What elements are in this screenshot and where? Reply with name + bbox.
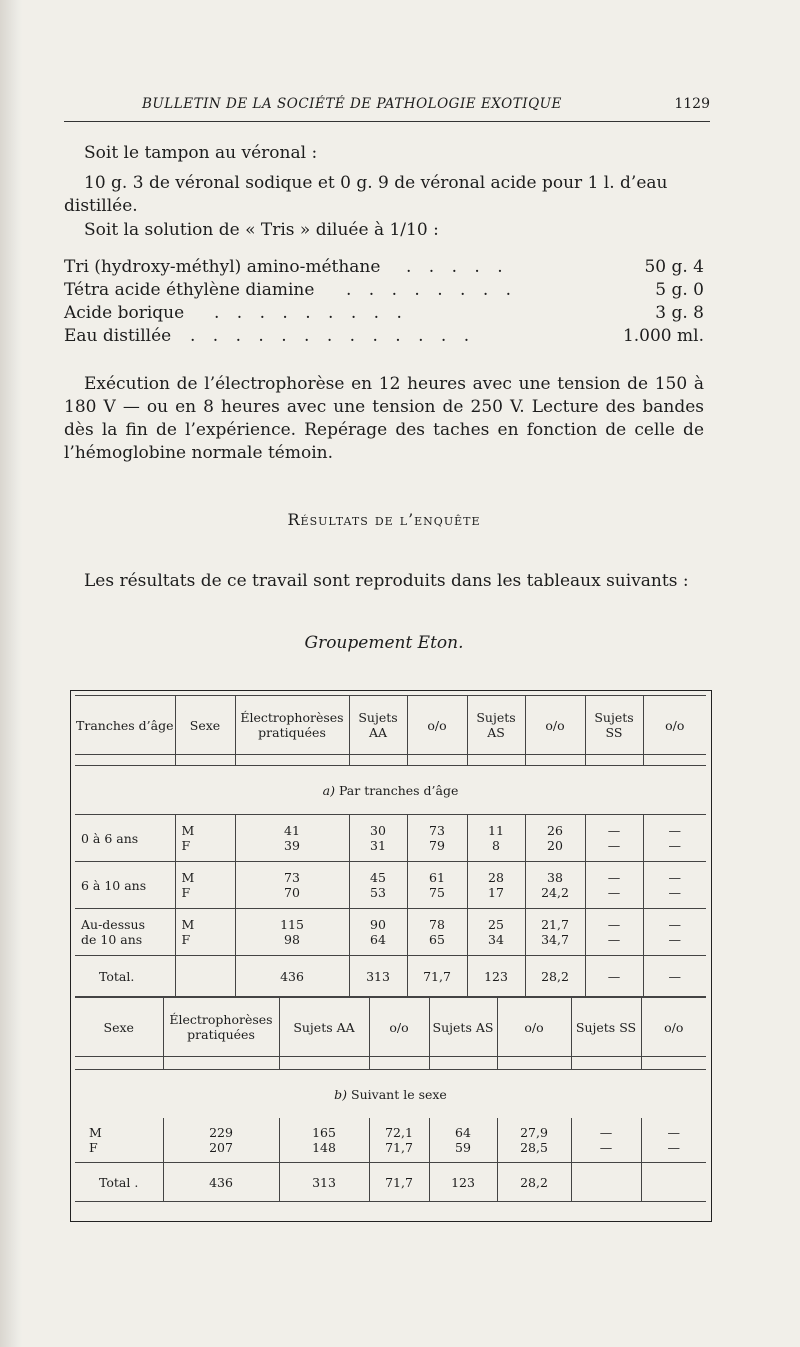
paragraph-results-intro: Les résultats de ce travail sont reproduits dans les tableaux suivants : bbox=[84, 571, 689, 591]
header-subjects-ss: Sujets SS bbox=[585, 696, 643, 755]
spacer-cell bbox=[75, 755, 175, 766]
spacer-cell bbox=[163, 1057, 279, 1070]
header-subjects-as: Sujets AS bbox=[467, 696, 525, 755]
section-label: Suivant le sexe bbox=[351, 1086, 447, 1102]
tris-recipe-list bbox=[64, 257, 704, 349]
cell-total-pct-as: 28,2 bbox=[525, 956, 585, 997]
cell-subjects-aa: 30 31 bbox=[349, 815, 407, 862]
cell-total-aa: 313 bbox=[279, 1163, 369, 1202]
cell-subjects-aa: 45 53 bbox=[349, 862, 407, 909]
page-edge-shadow bbox=[0, 0, 22, 1347]
cell-total-ss bbox=[571, 1163, 641, 1202]
cell-pct-as: 38 24,2 bbox=[525, 862, 585, 909]
table-row bbox=[75, 862, 706, 909]
cell-subjects-ss: — — bbox=[585, 862, 643, 909]
table-row bbox=[75, 1118, 706, 1163]
cell-subjects-ss: — — bbox=[585, 815, 643, 862]
recipe-ingredient: Eau distillée bbox=[64, 326, 172, 346]
cell-total-label: Total. bbox=[75, 956, 175, 997]
recipe-row bbox=[64, 303, 704, 326]
recipe-quantity: 5 g. 0 bbox=[655, 280, 704, 300]
page-number: 1129 bbox=[674, 96, 710, 112]
header-subjects-ss: Sujets SS bbox=[571, 998, 641, 1057]
header-subjects-aa: Sujets AA bbox=[349, 696, 407, 755]
spacer-cell bbox=[571, 1057, 641, 1070]
cell-total-pct-ss: — bbox=[643, 956, 706, 997]
cell-pct-aa: 78 65 bbox=[407, 909, 467, 956]
section-label: Par tranches d’âge bbox=[338, 782, 459, 798]
header-sex: Sexe bbox=[175, 696, 235, 755]
recipe-quantity: 1.000 ml. bbox=[622, 326, 704, 346]
cell-total-pct-aa: 71,7 bbox=[407, 956, 467, 997]
header-sex: Sexe bbox=[75, 998, 163, 1057]
cell-subjects-ss: — — bbox=[571, 1118, 641, 1163]
table-total-row bbox=[75, 956, 706, 997]
spacer-cell bbox=[585, 755, 643, 766]
cell-subjects-aa: 165 148 bbox=[279, 1118, 369, 1163]
cell-sex: M F bbox=[175, 815, 235, 862]
cell-pct-ss: — — bbox=[643, 909, 706, 956]
spacer-cell bbox=[349, 755, 407, 766]
table-header-row bbox=[75, 696, 706, 755]
cell-total-pct-aa: 71,7 bbox=[369, 1163, 429, 1202]
header-pct-as: o/o bbox=[497, 998, 571, 1057]
recipe-leader-dots: . . . . . . . . . . . . . bbox=[190, 326, 476, 346]
recipe-leader-dots: . . . . . . . . . bbox=[214, 303, 408, 323]
spacer-cell bbox=[525, 755, 585, 766]
running-title: BULLETIN DE LA SOCIÉTÉ DE PATHOLOGIE EXOTIQUE bbox=[142, 96, 562, 112]
spacer-cell bbox=[429, 1057, 497, 1070]
table-section-row bbox=[75, 1070, 706, 1119]
spacer-cell bbox=[497, 1057, 571, 1070]
recipe-quantity: 50 g. 4 bbox=[644, 257, 704, 277]
header-pct-ss: o/o bbox=[643, 696, 706, 755]
paragraph-veronal-buffer: Soit le tampon au véronal : bbox=[84, 143, 318, 163]
header-pct-aa: o/o bbox=[407, 696, 467, 755]
recipe-leader-dots: . . . . . bbox=[406, 257, 509, 277]
cell-total-sex bbox=[175, 956, 235, 997]
cell-sex: M F bbox=[175, 862, 235, 909]
cell-sex: M F bbox=[75, 1118, 163, 1163]
spacer-cell bbox=[175, 755, 235, 766]
cell-total-as: 123 bbox=[429, 1163, 497, 1202]
header-electrophoreses: Électrophorèses pratiquées bbox=[235, 696, 349, 755]
cell-subjects-as: 28 17 bbox=[467, 862, 525, 909]
cell-age: Au-dessus de 10 ans bbox=[75, 909, 175, 956]
table-section-row bbox=[75, 766, 706, 815]
results-table-frame bbox=[70, 690, 712, 1222]
cell-subjects-as: 25 34 bbox=[467, 909, 525, 956]
header-pct-as: o/o bbox=[525, 696, 585, 755]
cell-pct-as: 21,7 34,7 bbox=[525, 909, 585, 956]
cell-total-aa: 313 bbox=[349, 956, 407, 997]
cell-sex: M F bbox=[175, 909, 235, 956]
section-title-results: Résultats de l’enquête bbox=[287, 510, 481, 529]
cell-pct-aa: 73 79 bbox=[407, 815, 467, 862]
spacer-cell bbox=[235, 755, 349, 766]
header-pct-ss: o/o bbox=[641, 998, 706, 1057]
cell-age: 6 à 10 ans bbox=[75, 862, 175, 909]
table-spacer-row bbox=[75, 1057, 706, 1070]
cell-age: 0 à 6 ans bbox=[75, 815, 175, 862]
cell-pct-ss: — — bbox=[643, 862, 706, 909]
cell-electrophoreses: 73 70 bbox=[235, 862, 349, 909]
cell-total-as: 123 bbox=[467, 956, 525, 997]
table-row bbox=[75, 909, 706, 956]
spacer-cell bbox=[643, 755, 706, 766]
recipe-ingredient: Acide borique bbox=[64, 303, 185, 323]
recipe-quantity: 3 g. 8 bbox=[655, 303, 704, 323]
cell-total-pct-ss bbox=[641, 1163, 706, 1202]
running-header bbox=[64, 96, 710, 126]
cell-pct-as: 27,9 28,5 bbox=[497, 1118, 571, 1163]
spacer-cell bbox=[369, 1057, 429, 1070]
section-marker: b) bbox=[334, 1086, 348, 1102]
section-label-by-age bbox=[75, 766, 706, 815]
recipe-row bbox=[64, 257, 704, 280]
spacer-cell bbox=[279, 1057, 369, 1070]
cell-subjects-as: 64 59 bbox=[429, 1118, 497, 1163]
cell-subjects-ss: — — bbox=[585, 909, 643, 956]
document-page bbox=[64, 0, 710, 1347]
header-rule bbox=[64, 121, 710, 122]
table-by-sex bbox=[75, 997, 706, 1202]
table-header-row bbox=[75, 998, 706, 1057]
cell-pct-aa: 72,1 71,7 bbox=[369, 1118, 429, 1163]
paragraph-electrophoresis-procedure: Exécution de l’électrophorèse en 12 heures avec une tension de 150 à 180 V — ou en 8 heures avec une tension de 250 V. Lecture des bandes dès la fin de l’expérience. Repérage des taches en fonction de celle de l’hémoglobine normale témoin. bbox=[64, 374, 704, 463]
table-spacer-row bbox=[75, 755, 706, 766]
table-row bbox=[75, 815, 706, 862]
cell-subjects-as: 11 8 bbox=[467, 815, 525, 862]
cell-pct-aa: 61 75 bbox=[407, 862, 467, 909]
cell-subjects-aa: 90 64 bbox=[349, 909, 407, 956]
subtitle-groupement-eton: Groupement Eton. bbox=[304, 633, 464, 653]
recipe-leader-dots: . . . . . . . . bbox=[346, 280, 518, 300]
recipe-row bbox=[64, 326, 704, 349]
recipe-ingredient: Tétra acide éthylène diamine bbox=[64, 280, 315, 300]
cell-pct-as: 26 20 bbox=[525, 815, 585, 862]
section-label-by-sex bbox=[75, 1070, 706, 1119]
spacer-cell bbox=[641, 1057, 706, 1070]
cell-electrophoreses: 229 207 bbox=[163, 1118, 279, 1163]
header-subjects-aa: Sujets AA bbox=[279, 998, 369, 1057]
spacer-cell bbox=[467, 755, 525, 766]
recipe-ingredient: Tri (hydroxy-méthyl) amino-méthane bbox=[64, 257, 381, 277]
cell-total-label: Total . bbox=[75, 1163, 163, 1202]
header-subjects-as: Sujets AS bbox=[429, 998, 497, 1057]
cell-electrophoreses: 41 39 bbox=[235, 815, 349, 862]
cell-total-electrophoreses: 436 bbox=[235, 956, 349, 997]
recipe-row bbox=[64, 280, 704, 303]
cell-total-electrophoreses: 436 bbox=[163, 1163, 279, 1202]
cell-total-ss: — bbox=[585, 956, 643, 997]
cell-electrophoreses: 115 98 bbox=[235, 909, 349, 956]
header-electrophoreses: Électrophorèses pratiquées bbox=[163, 998, 279, 1057]
spacer-cell bbox=[407, 755, 467, 766]
section-marker: a) bbox=[322, 782, 335, 798]
table-by-age bbox=[75, 695, 706, 997]
header-age-group: Tranches d’âge bbox=[75, 696, 175, 755]
spacer-cell bbox=[75, 1057, 163, 1070]
header-pct-aa: o/o bbox=[369, 998, 429, 1057]
paragraph-tris-solution: Soit la solution de « Tris » diluée à 1/10 : bbox=[84, 220, 439, 240]
table-total-row bbox=[75, 1163, 706, 1202]
paragraph-veronal-composition: 10 g. 3 de véronal sodique et 0 g. 9 de véronal acide pour 1 l. d’eau distillée. bbox=[64, 173, 668, 216]
cell-total-pct-as: 28,2 bbox=[497, 1163, 571, 1202]
cell-pct-ss: — — bbox=[643, 815, 706, 862]
cell-pct-ss: — — bbox=[667, 1125, 680, 1155]
